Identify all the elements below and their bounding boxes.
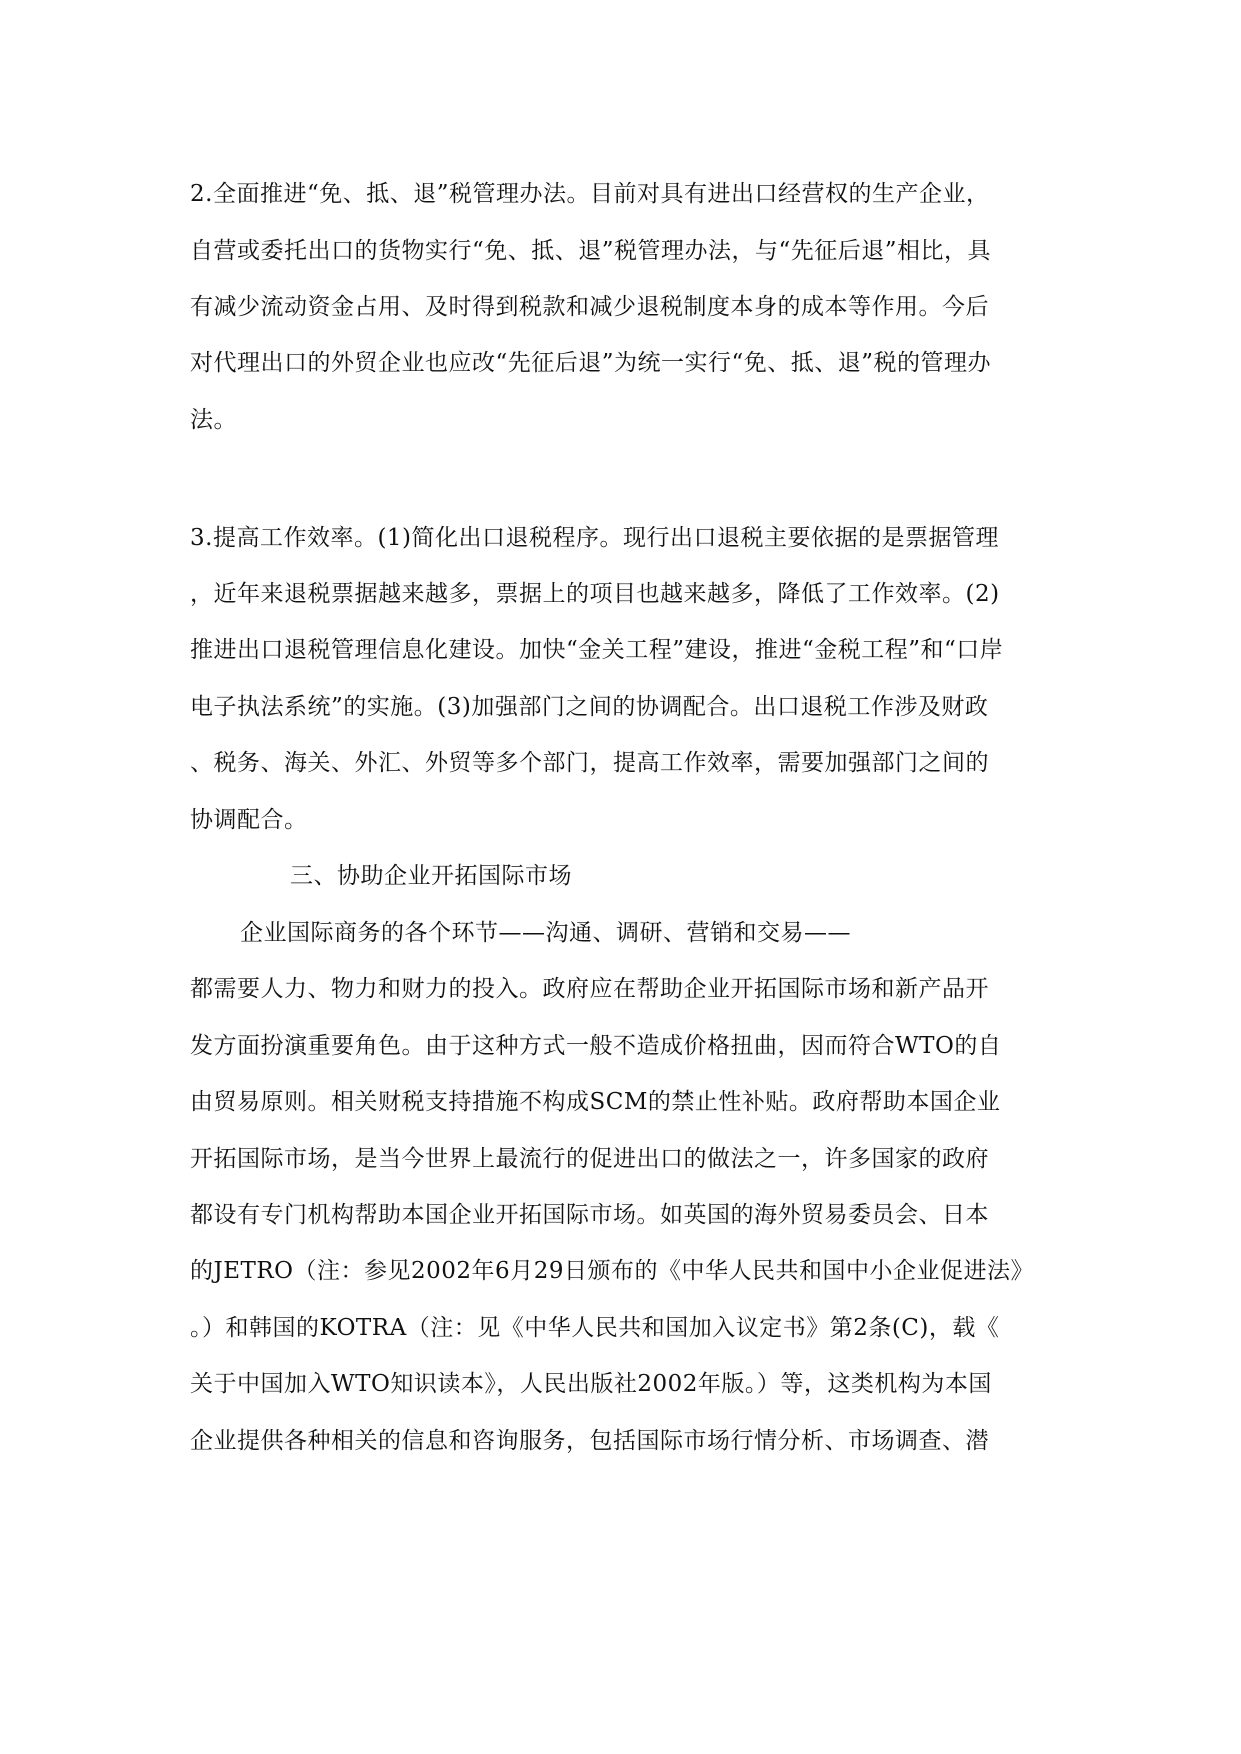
paragraph-4-line-3: 发方面扮演重要角色。由于这种方式一般不造成价格扭曲，因而符合WTO的自 [190, 1033, 1002, 1059]
paragraph-4-line-8: 。）和韩国的KOTRA（注：见《中华人民共和国加入议定书》第2条(C)，载《 [190, 1315, 1000, 1341]
paragraph-2-line-2: 自营或委托出口的货物实行“免、抵、退”税管理办法，与“先征后退”相比，具 [190, 238, 992, 264]
paragraph-3-line-4: 电子执法系统”的实施。(3)加强部门之间的协调配合。出口退税工作涉及财政 [190, 694, 989, 720]
paragraph-4-line-6: 都设有专门机构帮助本国企业开拓国际市场。如英国的海外贸易委员会、日本 [190, 1202, 989, 1228]
paragraph-4-line-9: 关于中国加入WTO知识读本》，人民出版社2002年版。）等，这类机构为本国 [190, 1371, 992, 1397]
paragraph-4-line-1: 企业国际商务的各个环节——沟通、调研、营销和交易—— [240, 920, 851, 946]
paragraph-3-line-2: ，近年来退税票据越来越多，票据上的项目也越来越多，降低了工作效率。(2) [190, 581, 1000, 607]
paragraph-2-line-5: 法。 [190, 407, 237, 433]
paragraph-4-line-7: 的JETRO（注：参见2002年6月29日颁布的《中华人民共和国中小企业促进法》 [190, 1258, 1034, 1284]
paragraph-4-line-10: 企业提供各种相关的信息和咨询服务，包括国际市场行情分析、市场调查、潜 [190, 1428, 989, 1454]
paragraph-4-line-5: 开拓国际市场，是当今世界上最流行的促进出口的做法之一，许多国家的政府 [190, 1146, 989, 1172]
paragraph-2-line-1: 2.全面推进“免、抵、退”税管理办法。目前对具有进出口经营权的生产企业， [190, 181, 990, 207]
paragraph-3-line-1: 3.提高工作效率。(1)简化出口退税程序。现行出口退税主要依据的是票据管理 [190, 525, 1000, 551]
paragraph-2-line-3: 有减少流动资金占用、及时得到税款和减少退税制度本身的成本等作用。今后 [190, 294, 989, 320]
section-heading: 三、协助企业开拓国际市场 [290, 863, 572, 889]
paragraph-4-line-2: 都需要人力、物力和财力的投入。政府应在帮助企业开拓国际市场和新产品开 [190, 976, 989, 1002]
paragraph-4-line-4: 由贸易原则。相关财税支持措施不构成SCM的禁止性补贴。政府帮助本国企业 [190, 1089, 1001, 1115]
paragraph-3-line-6: 协调配合。 [190, 807, 308, 833]
paragraph-3-line-5: 、税务、海关、外汇、外贸等多个部门，提高工作效率，需要加强部门之间的 [190, 750, 989, 776]
paragraph-3-line-3: 推进出口退税管理信息化建设。加快“金关工程”建设，推进“金税工程”和“口岸 [190, 637, 1004, 663]
paragraph-2-line-4: 对代理出口的外贸企业也应改“先征后退”为统一实行“免、抵、退”税的管理办 [190, 350, 992, 376]
